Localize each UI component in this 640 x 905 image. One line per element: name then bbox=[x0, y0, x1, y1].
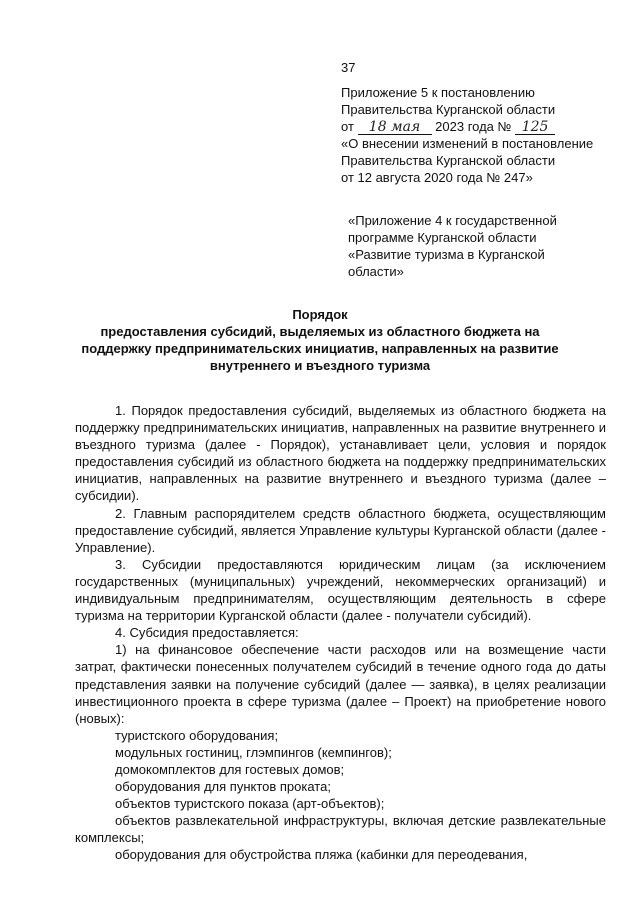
appendix-line: Правительства Курганской области bbox=[341, 153, 556, 168]
document-body bbox=[75, 402, 606, 864]
list-item: туристского оборудования; bbox=[115, 727, 279, 743]
title-line: внутреннего и въездного туризма bbox=[209, 358, 431, 373]
list-item: оборудования для пунктов проката; bbox=[115, 779, 331, 795]
appendix-line: Приложение 5 к постановлению bbox=[341, 85, 535, 100]
appendix-date-line bbox=[341, 118, 593, 135]
appendix-line: от 12 августа 2020 года № 247» bbox=[341, 170, 533, 185]
list-item: объектов развлекательной инфраструктуры, включая детские развлекательные комплексы; bbox=[75, 813, 606, 846]
appendix-2-line: «Развитие туризма в Курганской bbox=[348, 247, 545, 262]
title-line: поддержку предпринимательских инициатив, направленных на развитие bbox=[81, 341, 559, 356]
handwritten-number: 125 bbox=[515, 120, 555, 135]
paragraph-1: 1. Порядок предоставления субсидий, выделяемых из областного бюджета на поддержку предпринимательских инициатив, направленных на развитие внутреннего и въездного туризма (далее - Порядок), устанавливает цели, условия и порядок предоставления субсидий из областного бюджета на поддержку предпринимательских инициатив, направленных на развитие внутреннего и въездного туризма (далее – субсидии). bbox=[75, 403, 606, 504]
handwritten-date: 18 мая bbox=[358, 120, 432, 135]
date-prefix: от bbox=[341, 119, 354, 134]
title-line: Порядок bbox=[292, 307, 348, 322]
appendix-2-header bbox=[348, 212, 557, 280]
appendix-line: Правительства Курганской области bbox=[341, 102, 556, 117]
paragraph-3: 3. Субсидии предоставляются юридическим лицам (за исключением государственных (муниципальных) учреждений, некоммерческих организаций) и индивидуальным предпринимателям, осуществляющим деятельность в сфере туризма на территории Курганской области (далее - получатели субсидий). bbox=[75, 556, 606, 624]
appendix-line: «О внесении изменений в постановление bbox=[341, 136, 594, 151]
page-number: 37 bbox=[341, 60, 356, 75]
appendix-2-line: программе Курганской области bbox=[348, 230, 537, 245]
paragraph-2: 2. Главным распорядителем средств областного бюджета, осуществляющим предоставление субсидий, является Управление культуры Курганской области (далее - Управление). bbox=[75, 505, 606, 555]
year-text: 2023 года № bbox=[435, 119, 512, 134]
appendix-header bbox=[341, 84, 593, 186]
list-item: домокомплектов для гостевых домов; bbox=[115, 761, 345, 777]
document-title bbox=[60, 306, 580, 374]
paragraph-4: 4. Субсидия предоставляется: bbox=[115, 625, 299, 641]
appendix-2-line: «Приложение 4 к государственной bbox=[348, 213, 557, 228]
paragraph-5: 1) на финансовое обеспечение части расходов или на возмещение части затрат, фактически понесенных получателем субсидий в течение одного года до даты представления заявки на получение субсидий (далее — заявка), в целях реализации инвестиционного проекта в сфере туризма (далее – Проект) на приобретение нового (новых): bbox=[75, 642, 606, 726]
list-item: модульных гостиниц, глэмпингов (кемпингов); bbox=[115, 744, 392, 760]
appendix-2-line: области» bbox=[348, 264, 404, 279]
list-item: объектов туристского показа (арт-объектов); bbox=[115, 796, 385, 812]
list-item: оборудования для обустройства пляжа (кабинки для переодевания, bbox=[115, 847, 528, 863]
title-line: предоставления субсидий, выделяемых из областного бюджета на bbox=[100, 324, 540, 339]
